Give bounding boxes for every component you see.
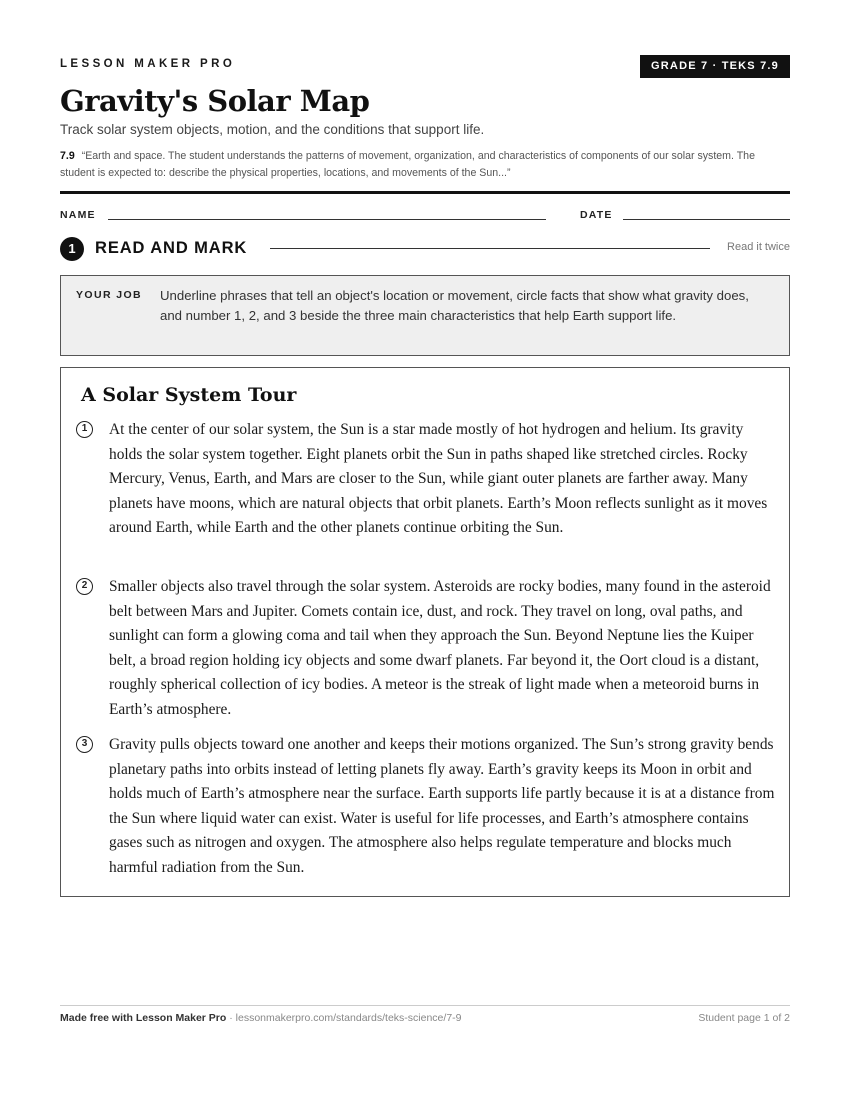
paragraph-number-badge: 2 <box>76 578 93 595</box>
paragraph-text: Smaller objects also travel through the solar system. Asteroids are rocky bodies, many found in the asteroid belt between Mars and Jupiter. Comets contain ice, dust, and rock. They travel on long, oval paths, and sunlight can form a glowing coma and tail when they approach the Sun. Beyond Neptune lies the Kuiper belt, a broad region holding icy objects and some dwarf planets. Far beyond it, the Oort cloud is a distant, roughly spherical collection of icy bodies. A meteor is the streak of light made when a meteoroid burns in Earth’s atmosphere. <box>109 578 771 718</box>
standard-description <box>60 148 790 181</box>
passage-title: A Solar System Tour <box>81 384 297 406</box>
standard-text: “Earth and space. The student understands the patterns of movement, organization, and characteristics of components of our solar system. The student is expected to: describe the physical properties, locations, and movements of the Sun...” <box>60 150 755 179</box>
job-label: YOUR JOB <box>76 289 143 301</box>
page-title: Gravity's Solar Map <box>60 84 370 118</box>
header-divider <box>60 191 790 194</box>
footer-url[interactable]: · lessonmakerpro.com/standards/teks-science/7-9 <box>226 1012 462 1024</box>
top-bar <box>60 55 790 79</box>
page-subtitle: Track solar system objects, motion, and the conditions that support life. <box>60 122 485 137</box>
paragraph-text: At the center of our solar system, the Sun is a star made mostly of hot hydrogen and helium. Its gravity holds the solar system together. Eight planets orbit the Sun in paths shaped like stretched circles. Rocky Mercury, Venus, Earth, and Mars are closer to the Sun, while giant outer planets are farther away. Many planets have moons, which are natural objects that orbit planets. Earth’s Moon reflects sunlight as it moves around Earth, while Earth and the other planets continue orbiting the Sun. <box>109 421 768 536</box>
page-indicator: Student page 1 of 2 <box>698 1012 790 1024</box>
section-header <box>60 237 790 261</box>
footer-divider <box>60 1005 790 1006</box>
job-text: Underline phrases that tell an object's location or movement, circle facts that show what gravity does, and number 1, 2, and 3 beside the three main characteristics that help Earth support life. <box>160 288 749 323</box>
footer-brand: Made free with Lesson Maker Pro <box>60 1012 227 1024</box>
section-title: READ AND MARK <box>95 239 248 257</box>
grade-badge: GRADE 7 · TEKS 7.9 <box>640 55 790 78</box>
section-note: Read it twice <box>727 241 790 253</box>
paragraph-text: Gravity pulls objects toward one another and keeps their motions organized. The Sun’s strong gravity bends planetary paths into orbits instead of letting planets fly away. Earth’s gravity keeps its Moon in orbit and holds much of Earth’s atmosphere near the surface. Earth supports life partly because it is at a distance from the Sun where liquid water can exist. Water is useful for life processes, and Earth’s atmosphere contains gases such as nitrogen and oxygen. The atmosphere also helps regulate temperature and blocks much harmful radiation from the Sun. <box>109 736 775 876</box>
date-label: DATE <box>580 209 613 221</box>
worksheet-page <box>60 0 790 1100</box>
footer-credit <box>60 1012 462 1024</box>
section-number-badge: 1 <box>60 237 84 261</box>
paragraph-number-badge: 3 <box>76 736 93 753</box>
reading-passage <box>60 367 790 897</box>
name-label: NAME <box>60 209 96 221</box>
brand-name: LESSON MAKER PRO <box>60 58 236 70</box>
name-field[interactable] <box>108 219 546 220</box>
section-divider <box>270 248 710 249</box>
job-instructions-box <box>60 275 790 356</box>
standard-code: 7.9 <box>60 150 75 162</box>
name-date-row <box>60 207 790 223</box>
date-field[interactable] <box>623 219 790 220</box>
paragraph-number-badge: 1 <box>76 421 93 438</box>
